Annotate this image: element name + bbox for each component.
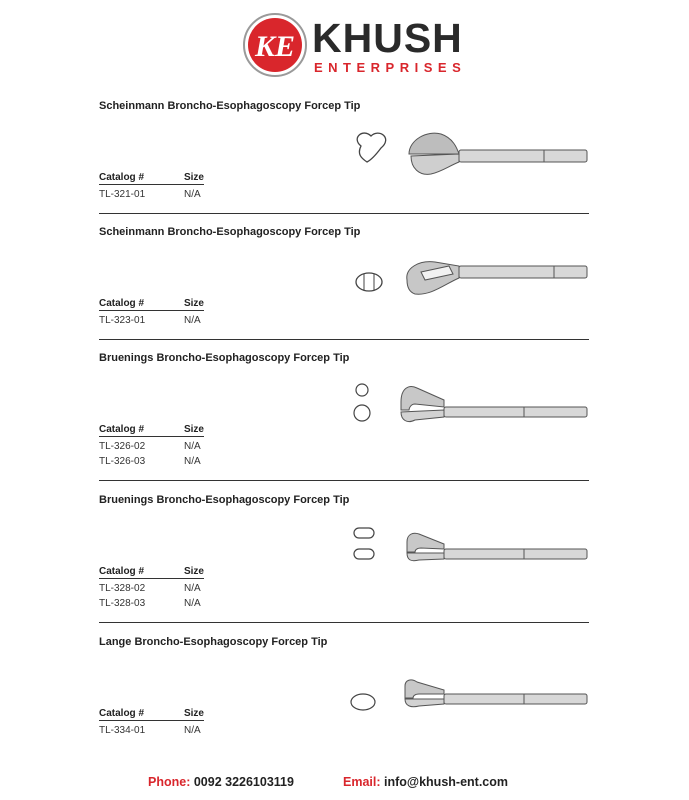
section-title: Scheinmann Broncho-Esophagoscopy Forcep Tip bbox=[99, 226, 361, 238]
size-header: Size bbox=[183, 424, 204, 435]
oval-cup-tip-icon bbox=[349, 674, 589, 749]
logo-monogram: KE bbox=[254, 30, 296, 63]
table-row bbox=[99, 583, 204, 594]
catalog-number: TL-328-03 bbox=[99, 598, 146, 609]
catalog-header: Catalog # bbox=[99, 172, 145, 183]
phone-number: 0092 3226103119 bbox=[193, 775, 294, 789]
product-section bbox=[99, 226, 589, 340]
size-value: N/A bbox=[184, 441, 201, 452]
catalog-header: Catalog # bbox=[99, 298, 145, 309]
product-section bbox=[99, 352, 589, 481]
logo-emblem-icon bbox=[242, 12, 308, 78]
section-title: Bruenings Broncho-Esophagoscopy Forcep Tip bbox=[99, 494, 350, 506]
section-title: Bruenings Broncho-Esophagoscopy Forcep Tip bbox=[99, 352, 350, 364]
catalog-number: TL-321-01 bbox=[99, 189, 146, 200]
table-row bbox=[99, 725, 204, 736]
phone-label: Phone: bbox=[148, 775, 191, 789]
catalog-table bbox=[99, 424, 204, 467]
catalog-table-header bbox=[99, 424, 204, 437]
table-row bbox=[99, 456, 204, 467]
product-section bbox=[99, 494, 589, 623]
size-header: Size bbox=[183, 708, 204, 719]
email-contact bbox=[343, 775, 508, 789]
size-value: N/A bbox=[184, 456, 201, 467]
brand-tagline: ENTERPRISES bbox=[314, 60, 467, 75]
table-row bbox=[99, 441, 204, 452]
catalog-table bbox=[99, 172, 204, 200]
catalog-table bbox=[99, 298, 204, 326]
table-row bbox=[99, 189, 204, 200]
size-value: N/A bbox=[184, 315, 201, 326]
catalog-number: TL-326-02 bbox=[99, 441, 146, 452]
catalog-header: Catalog # bbox=[99, 424, 145, 435]
size-value: N/A bbox=[184, 598, 201, 609]
section-title: Scheinmann Broncho-Esophagoscopy Forcep Tip bbox=[99, 100, 361, 112]
size-value: N/A bbox=[184, 725, 201, 736]
oval-fenestrated-tip-icon bbox=[349, 244, 589, 314]
brand-name: KHUSH bbox=[312, 15, 463, 61]
catalog-header: Catalog # bbox=[99, 708, 145, 719]
catalog-table-header bbox=[99, 172, 204, 185]
oblong-cup-tip-icon bbox=[349, 522, 589, 597]
size-header: Size bbox=[183, 298, 204, 309]
catalog-number: TL-323-01 bbox=[99, 315, 146, 326]
catalog-number: TL-334-01 bbox=[99, 725, 146, 736]
catalog-table-header bbox=[99, 708, 204, 721]
catalog-header: Catalog # bbox=[99, 566, 145, 577]
size-value: N/A bbox=[184, 583, 201, 594]
catalog-table-header bbox=[99, 566, 204, 579]
size-value: N/A bbox=[184, 189, 201, 200]
phone-contact bbox=[148, 775, 294, 789]
catalog-number: TL-326-03 bbox=[99, 456, 146, 467]
catalog-table bbox=[99, 566, 204, 609]
email-label: Email: bbox=[343, 775, 381, 789]
product-section bbox=[99, 100, 589, 214]
size-header: Size bbox=[183, 566, 204, 577]
table-row bbox=[99, 598, 204, 609]
heart-shape-tip-icon bbox=[349, 118, 589, 188]
email-address: info@khush-ent.com bbox=[384, 775, 508, 789]
size-header: Size bbox=[183, 172, 204, 183]
section-title: Lange Broncho-Esophagoscopy Forcep Tip bbox=[99, 636, 328, 648]
round-cup-tip-icon bbox=[349, 380, 589, 455]
catalog-table bbox=[99, 708, 204, 736]
brand-logo bbox=[242, 10, 467, 80]
catalog-table-header bbox=[99, 298, 204, 311]
product-section bbox=[99, 636, 589, 746]
catalog-number: TL-328-02 bbox=[99, 583, 146, 594]
table-row bbox=[99, 315, 204, 326]
